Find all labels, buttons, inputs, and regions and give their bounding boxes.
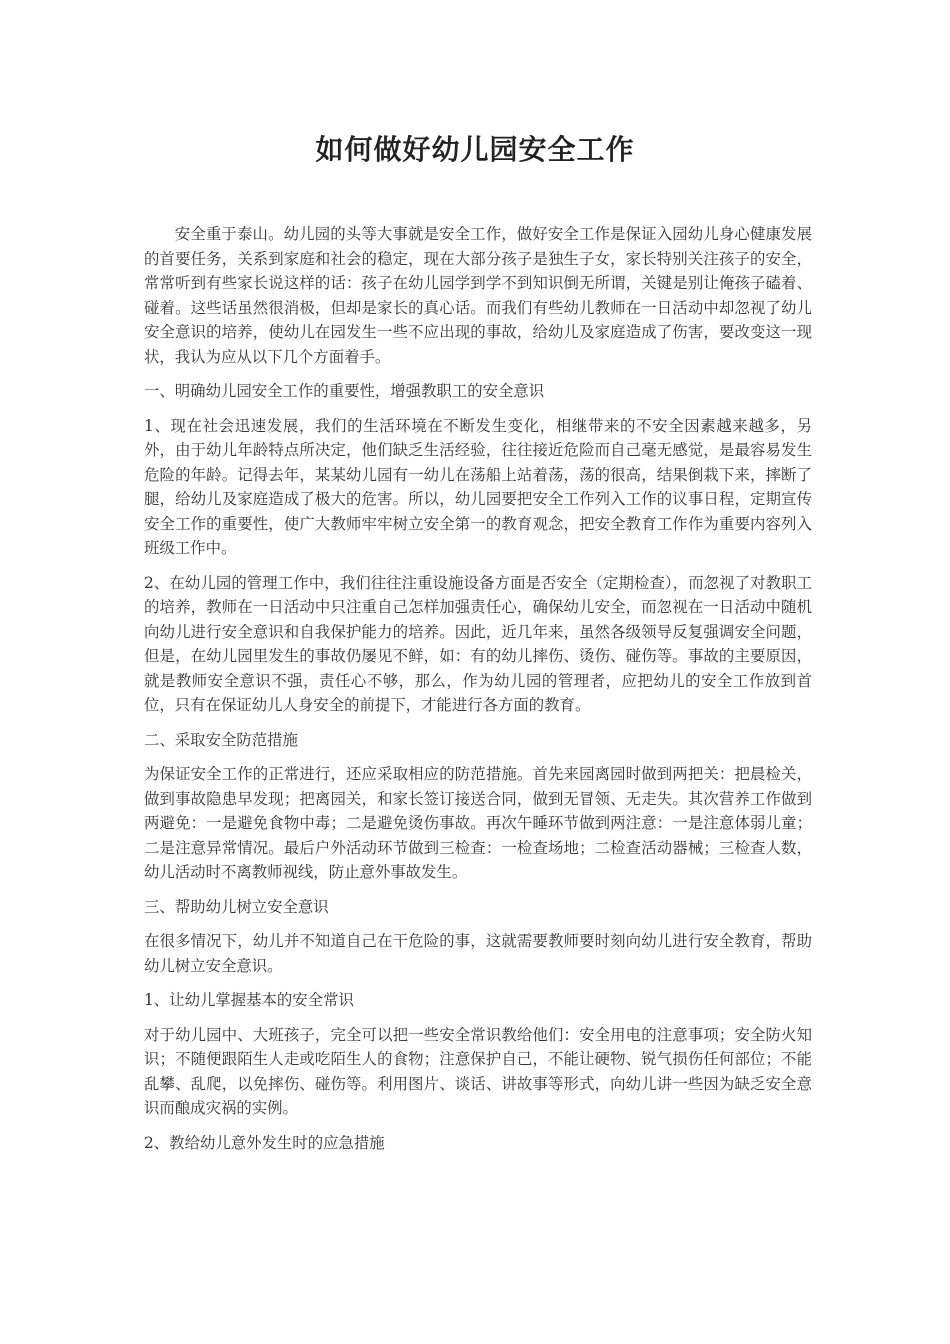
section-heading-3: 三、帮助幼儿树立安全意识 — [144, 897, 329, 916]
body-paragraph: 2、在幼儿园的管理工作中，我们往往注重设施设备方面是否安全（定期检查），而忽视了对教职工的培养，教师在一日活动中只注重自己怎样加强责任心，确保幼儿安全，而忽视在一日活动中随机向幼儿进行安全意识和自我保护能力的培养。因此，近几年来，虽然各级领导反复强调安全问题，但是，在幼儿园里发生的事故仍屡见不鲜，如：有的幼儿摔伤、烫伤、碰伤等。事故的主要原因，就是教师安全意识不强，责任心不够，那么，作为幼儿园的管理者，应把幼儿的安全工作放到首位，只有在保证幼儿人身安全的前提下，才能进行各方面的教育。 — [144, 573, 812, 714]
body-paragraph: 对于幼儿园中、大班孩子，完全可以把一些安全常识教给他们：安全用电的注意事项；安全防火知识；不随便跟陌生人走或吃陌生人的食物；注意保护自己，不能让硬物、锐气损伤任何部位；不能乱攀、乱爬，以免摔伤、碰伤等。利用图片、谈话、讲故事等形式，向幼儿讲一些因为缺乏安全意识而酿成灾祸的实例。 — [144, 1025, 812, 1117]
body-paragraph: 1、现在社会迅速发展，我们的生活环境在不断发生变化，相继带来的不安全因素越来越多，另外，由于幼儿年龄特点所决定，他们缺乏生活经验，往往接近危险而自己毫无感觉，是最容易发生危险的年龄。记得去年，某某幼儿园有一幼儿在荡船上站着荡，荡的很高，结果倒栽下来，摔断了腿，给幼儿及家庭造成了极大的危害。所以，幼儿园要把安全工作列入工作的议事日程，定期宣传安全工作的重要性，使广大教师牢牢树立安全第一的教育观念，把安全教育工作作为重要内容列入班级工作中。 — [144, 416, 812, 557]
document-title: 如何做好幼儿园安全工作 — [315, 133, 635, 166]
section-heading-2: 二、采取安全防范措施 — [144, 730, 298, 749]
section-heading-1: 一、明确幼儿园安全工作的重要性，增强教职工的安全意识 — [144, 382, 545, 400]
body-paragraph: 在很多情况下，幼儿并不知道自己在干危险的事，这就需要教师要时刻向幼儿进行安全教育，帮助幼儿树立安全意识。 — [144, 932, 812, 975]
document-body — [144, 222, 812, 1165]
subsection-heading-1: 1、让幼儿掌握基本的安全常识 — [144, 991, 354, 1009]
intro-paragraph: 安全重于泰山。幼儿园的头等大事就是安全工作，做好安全工作是保证入园幼儿身心健康发展的首要任务，关系到家庭和社会的稳定，现在大部分孩子是独生子女，家长特别关注孩子的安全，常常听到有些家长说这样的话：孩子在幼儿园学到学不到知识倒无所谓，关键是别让俺孩子磕着、碰着。这些话虽然很消极，但却是家长的真心话。而我们有些幼儿教师在一日活动中却忽视了幼儿安全意识的培养，使幼儿在园发生一些不应出现的事故，给幼儿及家庭造成了伤害，要改变这一现状，我认为应从以下几个方面着手。 — [144, 225, 812, 366]
body-paragraph: 为保证安全工作的正常进行，还应采取相应的防范措施。首先来园离园时做到两把关：把晨检关，做到事故隐患早发现；把离园关，和家长签订接送合同，做到无冒领、无走失。其次营养工作做到两避免：一是避免食物中毒；二是避免烫伤事故。再次午睡环节做到两注意：一是注意体弱儿童；二是注意异常情况。最后户外活动环节做到三检查：一检查场地；二检查活动器械；三检查人数，幼儿活动时不离教师视线，防止意外事故发生。 — [144, 765, 812, 881]
subsection-heading-2: 2、教给幼儿意外发生时的应急措施 — [144, 1133, 385, 1152]
